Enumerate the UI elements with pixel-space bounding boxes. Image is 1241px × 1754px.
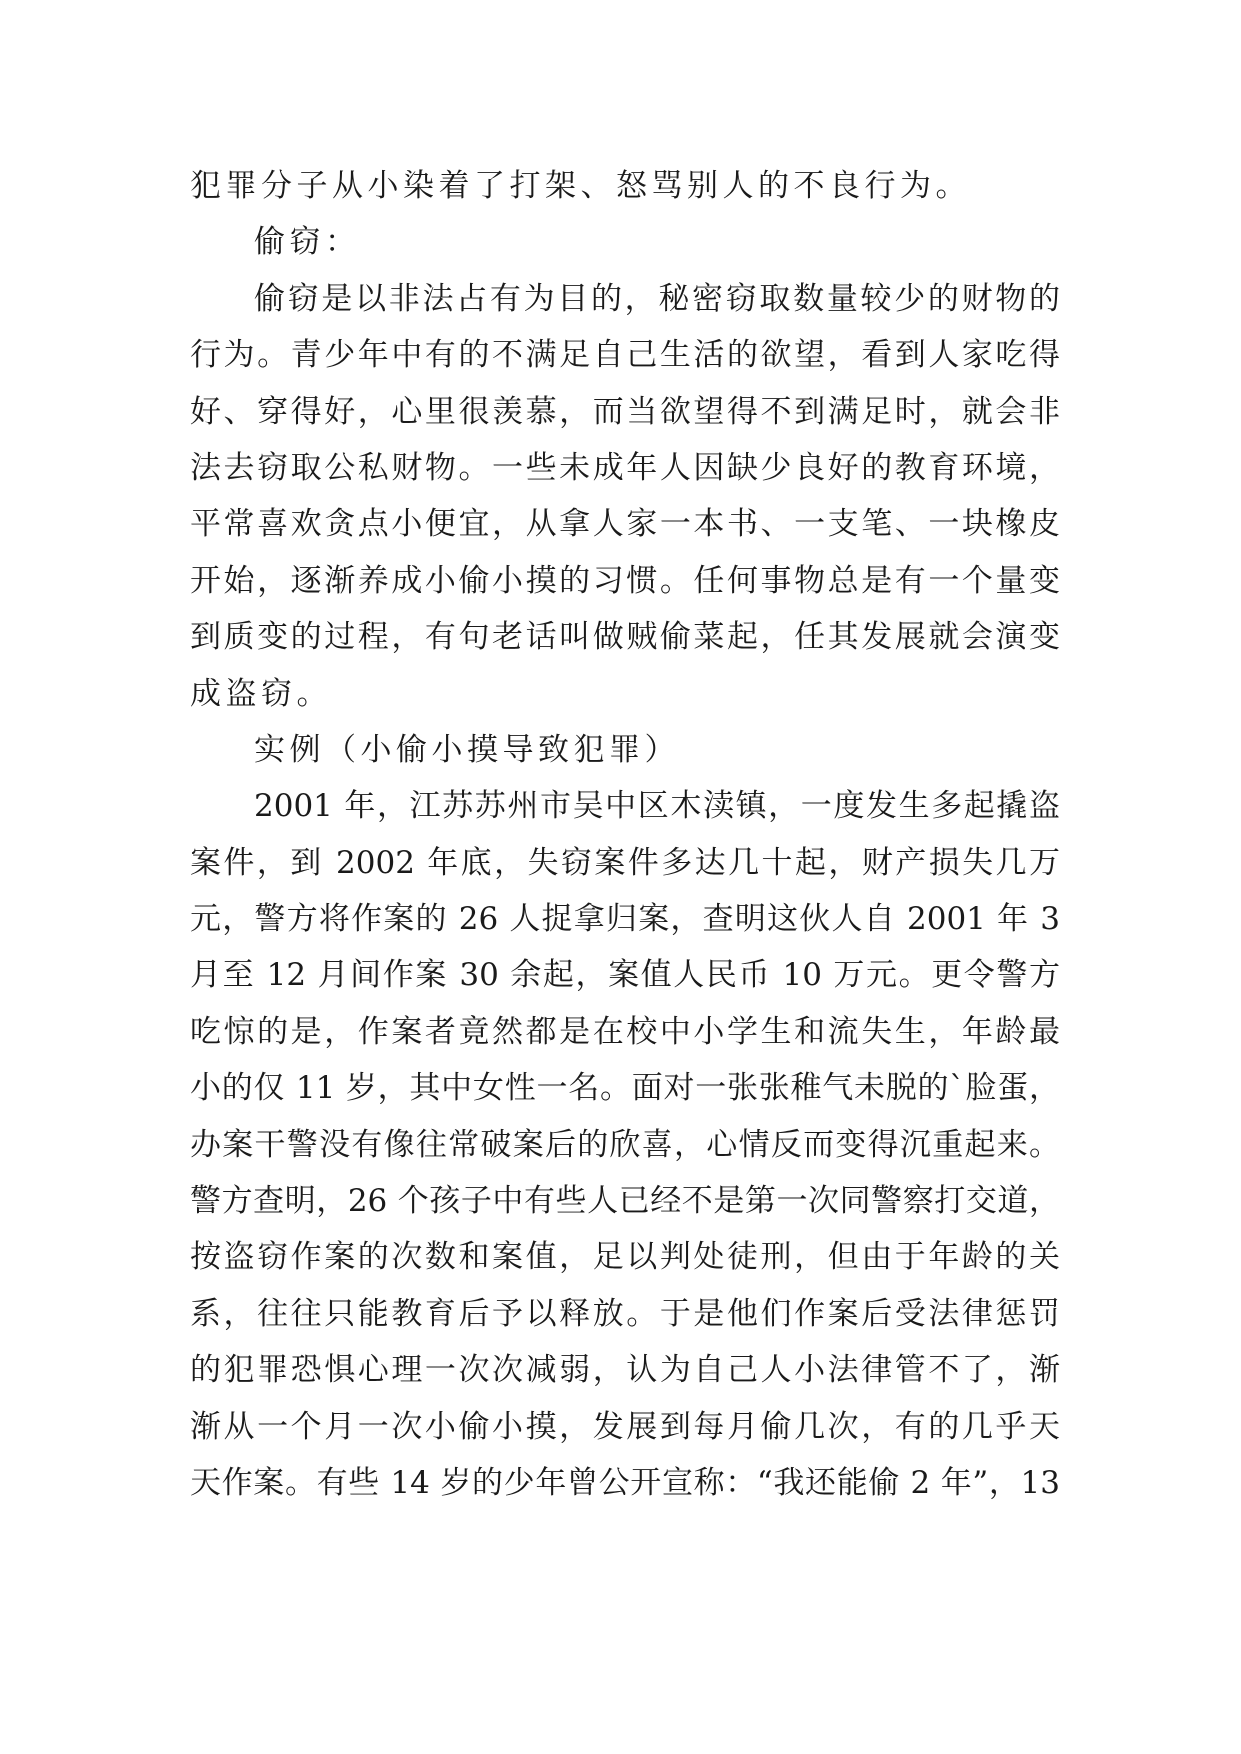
text-line: 系，往往只能教育后予以释放。于是他们作案后受法律惩罚 <box>190 1295 1060 1332</box>
text-line: 犯罪分子从小染着了打架、怒骂别人的不良行为。 <box>190 168 971 204</box>
text-line: 天作案。有些 14 岁的少年曾公开宣称：“我还能偷 2 年”，13 <box>190 1464 1060 1501</box>
text-line: 渐从一个月一次小偷小摸，发展到每月偷几次，有的几乎天 <box>190 1408 1060 1445</box>
text-line: 的犯罪恐惧心理一次次减弱，认为自己人小法律管不了，渐 <box>190 1352 1060 1389</box>
text-line: 偷窃是以非法占有为目的，秘密窃取数量较少的财物的 <box>254 280 1060 317</box>
text-line: 2001 年，江苏苏州市吴中区木渎镇，一度发生多起撬盗 <box>254 788 1060 825</box>
text-line: 实例（小偷小摸导致犯罪） <box>254 731 680 768</box>
text-line: 按盗窃作案的次数和案值，足以判处徒刑，但由于年龄的关 <box>190 1239 1060 1276</box>
text-line: 偷窃： <box>254 224 361 261</box>
body-text <box>190 158 1060 1511</box>
text-line: 小的仅 11 岁，其中女性一名。面对一张张稚气未脱的`脸蛋， <box>190 1070 1060 1107</box>
text-line: 警方查明，26 个孩子中有些人已经不是第一次同警察打交道， <box>190 1183 1060 1220</box>
text-line: 月至 12 月间作案 30 余起，案值人民币 10 万元。更令警方 <box>190 957 1060 994</box>
text-line: 案件，到 2002 年底，失窃案件多达几十起，财产损失几万 <box>190 844 1060 881</box>
text-line: 平常喜欢贪点小便宜，从拿人家一本书、一支笔、一块橡皮 <box>190 506 1060 543</box>
text-line: 元，警方将作案的 26 人捉拿归案，查明这伙人自 2001 年 3 <box>190 901 1060 938</box>
text-line: 办案干警没有像往常破案后的欣喜，心情反而变得沉重起来。 <box>190 1126 1060 1163</box>
text-line: 到质变的过程，有句老话叫做贼偷菜起，任其发展就会演变 <box>190 619 1060 656</box>
text-line: 成盗窃。 <box>190 675 332 712</box>
text-line: 法去窃取公私财物。一些未成年人因缺少良好的教育环境， <box>190 449 1060 486</box>
text-line: 好、穿得好，心里很羡慕，而当欲望得不到满足时，就会非 <box>190 393 1060 430</box>
text-line: 行为。青少年中有的不满足自己生活的欲望，看到人家吃得 <box>190 337 1060 374</box>
text-line: 开始，逐渐养成小偷小摸的习惯。任何事物总是有一个量变 <box>190 562 1060 599</box>
text-line: 吃惊的是，作案者竟然都是在校中小学生和流失生，年龄最 <box>190 1013 1060 1050</box>
